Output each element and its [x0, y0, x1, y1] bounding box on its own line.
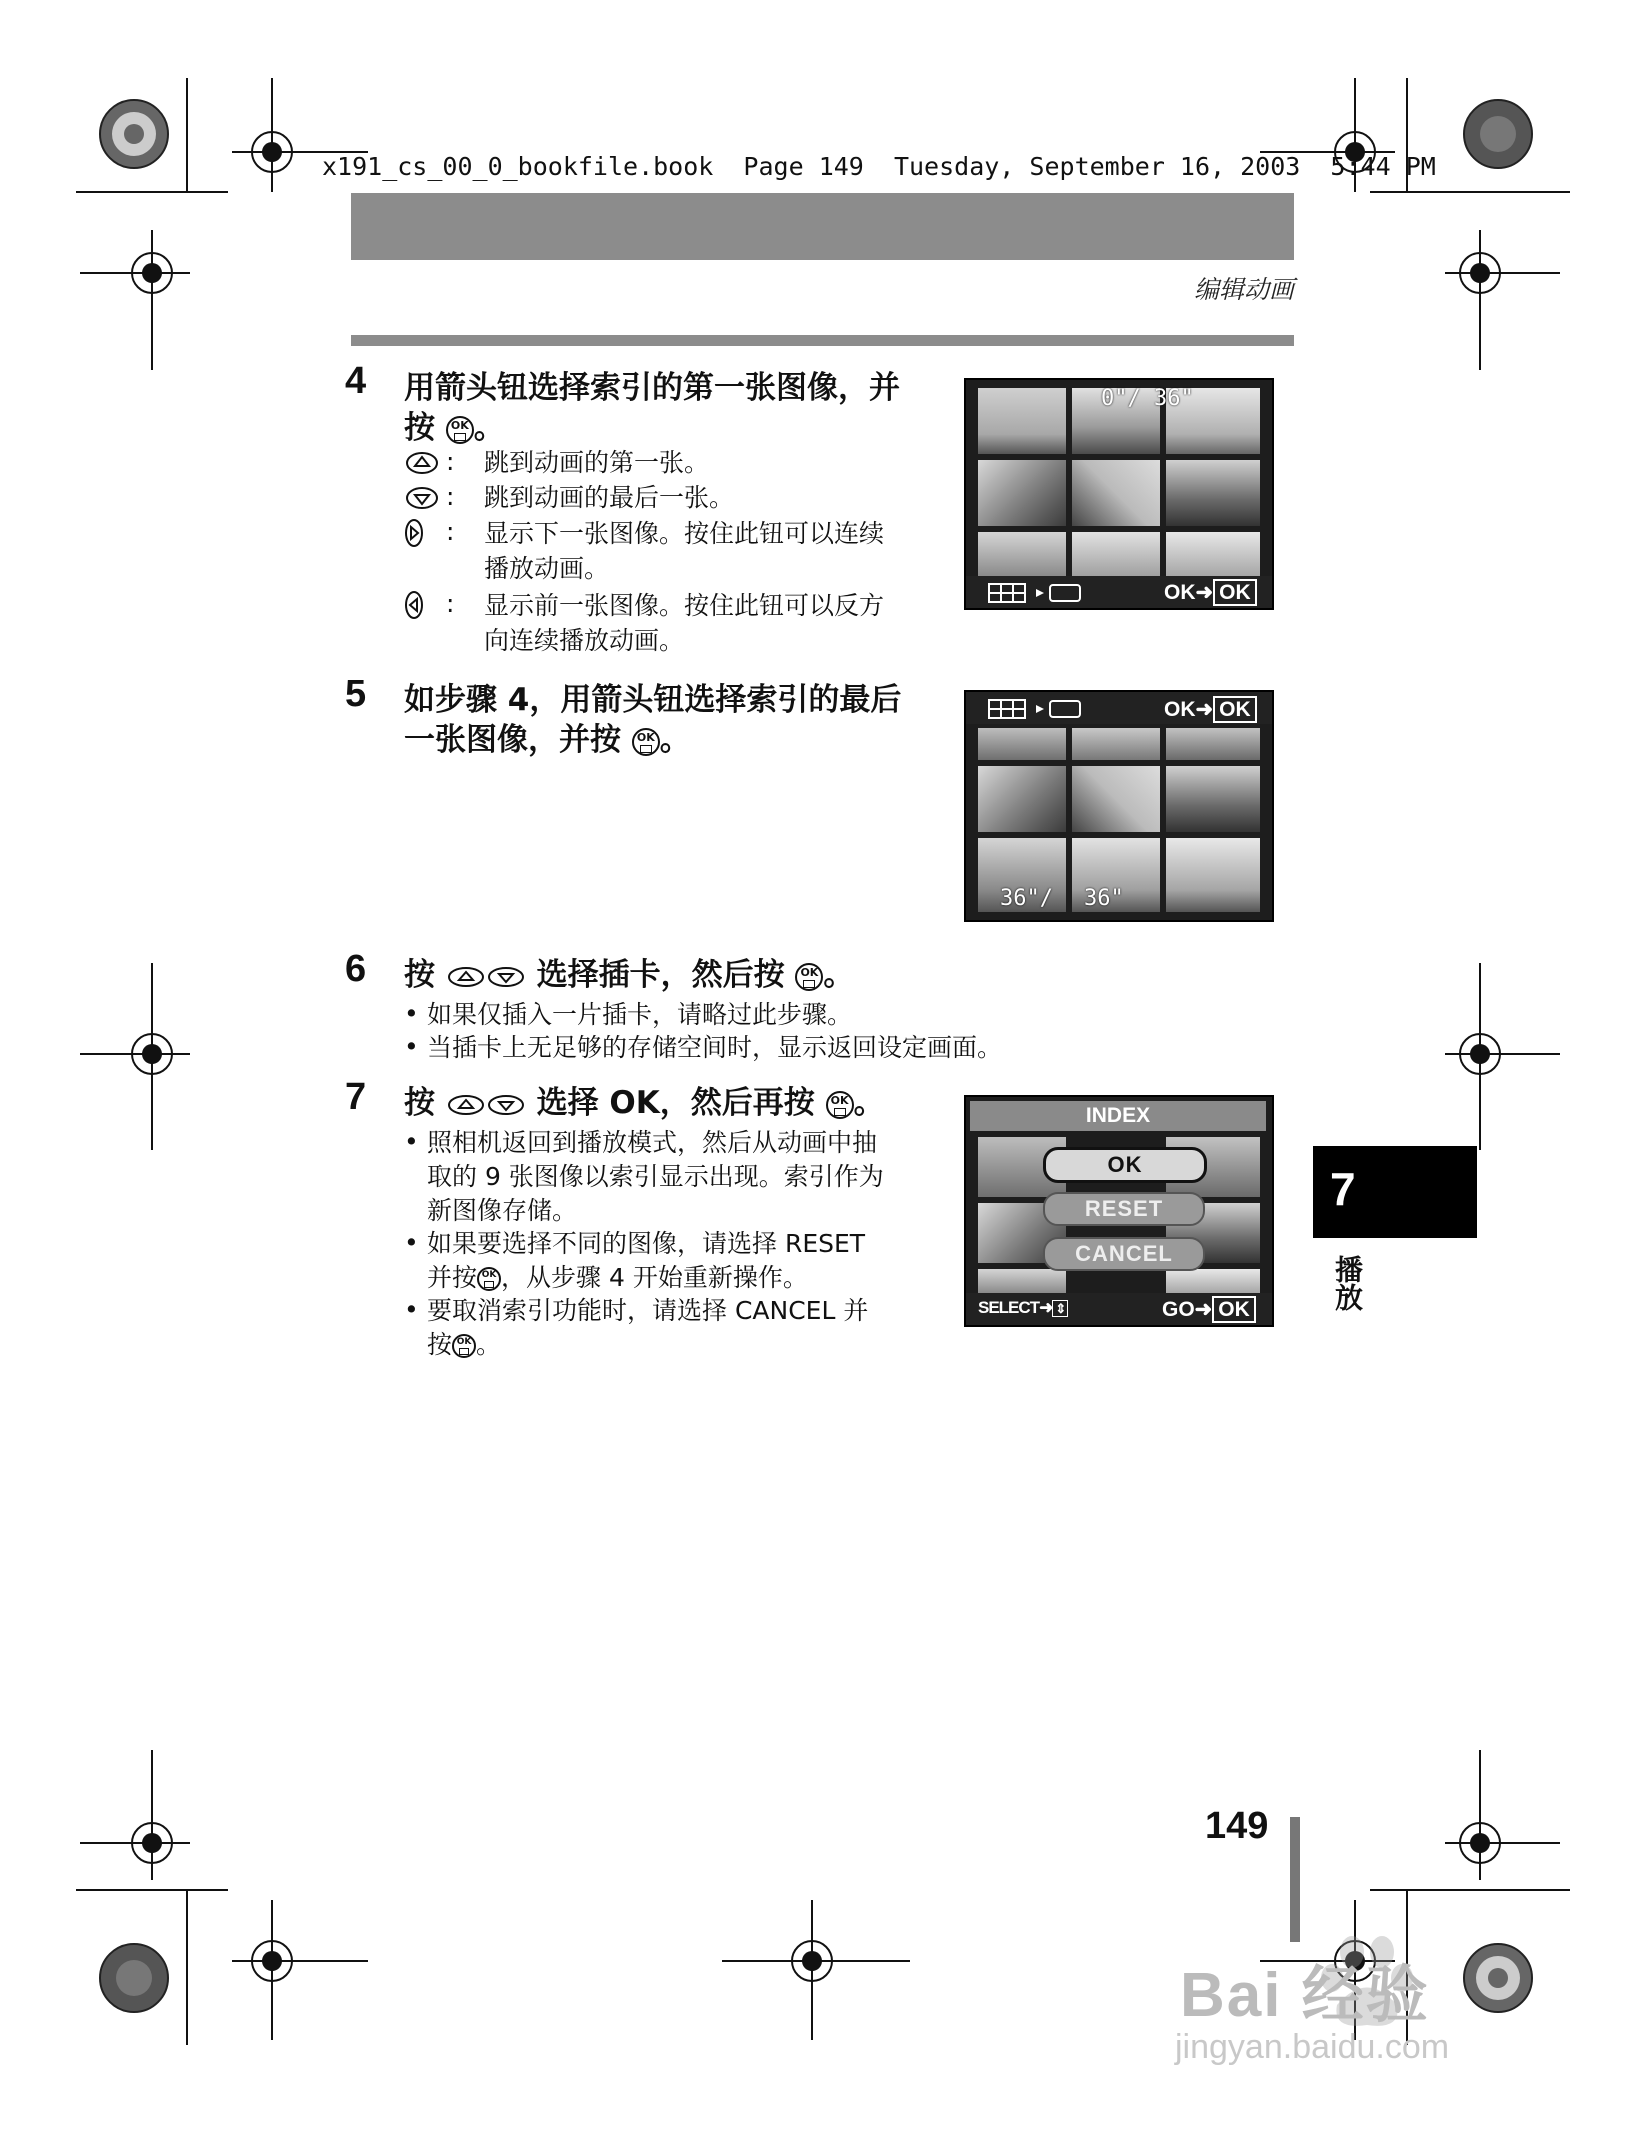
file-info-line: x191_cs_00_0_bookfile.book Page 149 Tuesday, September 16, 2003 5:44 PM: [322, 152, 1436, 181]
step-number: 4: [345, 360, 367, 402]
frame-counter-total: 36": [1084, 886, 1124, 911]
thumbnail-image: [978, 728, 1066, 760]
colon: :: [446, 589, 455, 618]
step-title: 如步骤 4，用箭头钮选择索引的最后: [404, 682, 902, 718]
bullet: •: [404, 999, 419, 1028]
bullet-text-cont: 新图像存储。: [427, 1196, 578, 1225]
colon: :: [446, 517, 455, 546]
down-arrow-icon: [405, 485, 439, 511]
camera-screen-index-last: [964, 690, 1274, 922]
bullet-text: 要取消索引功能时，请选择 CANCEL 并: [427, 1296, 869, 1325]
thumbnail-image: [1072, 460, 1160, 526]
frame-counter: 0"/ 36": [1101, 386, 1194, 411]
item-text: 跳到动画的第一张。: [484, 448, 710, 477]
menu-title: INDEX: [970, 1101, 1266, 1131]
step-title-line2: [404, 408, 505, 448]
step-title-text: 按: [404, 1085, 435, 1121]
thumbnail-image: [1072, 532, 1160, 576]
right-arrow-icon: [403, 518, 425, 548]
screen-ok-label: OK➜ OK: [1164, 580, 1257, 605]
thumbnail-image: [978, 460, 1066, 526]
bullet: •: [404, 1127, 419, 1156]
step-title-text: 选择 OK，然后再按: [536, 1085, 815, 1121]
ok-button-icon: OK: [446, 416, 474, 444]
colon: :: [446, 447, 455, 476]
camera-screen-index-menu: [964, 1095, 1274, 1327]
down-arrow-icon: [486, 1093, 526, 1117]
section-title: 编辑动画: [1193, 275, 1294, 304]
item-text: 显示下一张图像。按住此钮可以连续: [484, 519, 885, 548]
index-nav-icon: [988, 698, 1088, 720]
bullet-text-cont: 按 OK 。: [427, 1330, 502, 1359]
watermark-url: jingyan.baidu.com: [1175, 2028, 1450, 2066]
step-title-line2: [404, 720, 691, 760]
step-title-end: 。: [823, 957, 855, 993]
step-title-text: 按: [404, 410, 435, 446]
step-title-end: 。: [473, 410, 505, 446]
thumbnail-image: [1166, 728, 1260, 760]
page-number: 149: [1205, 1805, 1269, 1847]
bullet-text: 如果要选择不同的图像，请选择 RESET: [427, 1229, 866, 1258]
screen-ok-label: OK➜ OK: [1164, 697, 1257, 722]
step-title: 用箭头钮选择索引的第一张图像，并: [404, 370, 900, 406]
step-number: 5: [345, 673, 367, 715]
ok-button-icon: OK: [477, 1267, 501, 1291]
thumbnail-image: [1072, 766, 1160, 832]
ok-button-icon: OK: [452, 1334, 476, 1358]
step-number: 6: [345, 948, 367, 990]
up-arrow-icon: [446, 965, 486, 989]
ok-button-icon: OK: [632, 728, 660, 756]
bullet-text-cont: 并按 OK ，从步骤 4 开始重新操作。: [427, 1263, 808, 1292]
watermark-logo-text: Bai 经验: [1180, 1961, 1430, 2030]
bullet-text: 如果仅插入一片插卡，请略过此步骤。: [427, 1000, 853, 1029]
thumbnail-image: [978, 1269, 1066, 1293]
page-number-bar: [1290, 1817, 1300, 1942]
bullet: •: [404, 1228, 419, 1257]
left-arrow-icon: [403, 590, 425, 620]
menu-option-cancel[interactable]: CANCEL: [1043, 1237, 1205, 1271]
step-title-text: 按: [404, 957, 435, 993]
thumbnail-image: [1166, 460, 1260, 526]
menu-option-ok[interactable]: OK: [1043, 1147, 1207, 1183]
step-number: 7: [345, 1076, 367, 1118]
ok-button-icon: OK: [795, 963, 823, 991]
step-title-end: 。: [659, 722, 691, 758]
select-hint: SELECT➜ ⇕: [978, 1298, 1068, 1318]
up-arrow-icon: [446, 1093, 486, 1117]
item-text: 显示前一张图像。按住此钮可以反方: [484, 591, 885, 620]
thumbnail-image: [978, 532, 1066, 576]
step-title-end: 。: [853, 1085, 885, 1121]
item-text-cont: 播放动画。: [484, 554, 610, 583]
header-bar: [351, 193, 1294, 260]
thumbnail-image: [1166, 838, 1260, 912]
item-text-cont: 向连续播放动画。: [484, 626, 685, 655]
thumbnail-image: [1166, 766, 1260, 832]
thumbnail-image: [978, 766, 1066, 832]
step-title: [404, 1083, 885, 1123]
thumbnail-image: [1166, 1269, 1260, 1293]
step-title-text: 选择插卡，然后按: [536, 957, 785, 993]
step-title: [404, 955, 854, 995]
ok-button-icon: OK: [826, 1091, 854, 1119]
index-nav-icon: [988, 582, 1088, 604]
colon: :: [446, 482, 455, 511]
thumbnail-image: [1072, 728, 1160, 760]
bullet-text: 照相机返回到播放模式，然后从动画中抽: [427, 1128, 878, 1157]
step-title-text: 一张图像，并按: [404, 722, 621, 758]
menu-option-reset[interactable]: RESET: [1043, 1192, 1205, 1226]
item-text: 跳到动画的最后一张。: [484, 483, 735, 512]
frame-counter: 36"/: [1000, 886, 1053, 911]
up-arrow-icon: [405, 450, 439, 476]
bullet-text-cont: 取的 9 张图像以索引显示出现。索引作为: [427, 1162, 884, 1191]
go-hint: GO➜ OK: [1162, 1297, 1256, 1322]
chapter-number: 7: [1330, 1163, 1356, 1215]
thumbnail-image: [978, 388, 1066, 454]
camera-screen-index-first: [964, 378, 1274, 610]
header-rule: [351, 335, 1294, 346]
bullet: •: [404, 1032, 419, 1061]
bullet-text: 当插卡上无足够的存储空间时，显示返回设定画面。: [427, 1033, 1003, 1062]
thumbnail-image: [1166, 532, 1260, 576]
chapter-label: 播放: [1331, 1255, 1364, 1311]
bullet: •: [404, 1295, 419, 1324]
down-arrow-icon: [486, 965, 526, 989]
